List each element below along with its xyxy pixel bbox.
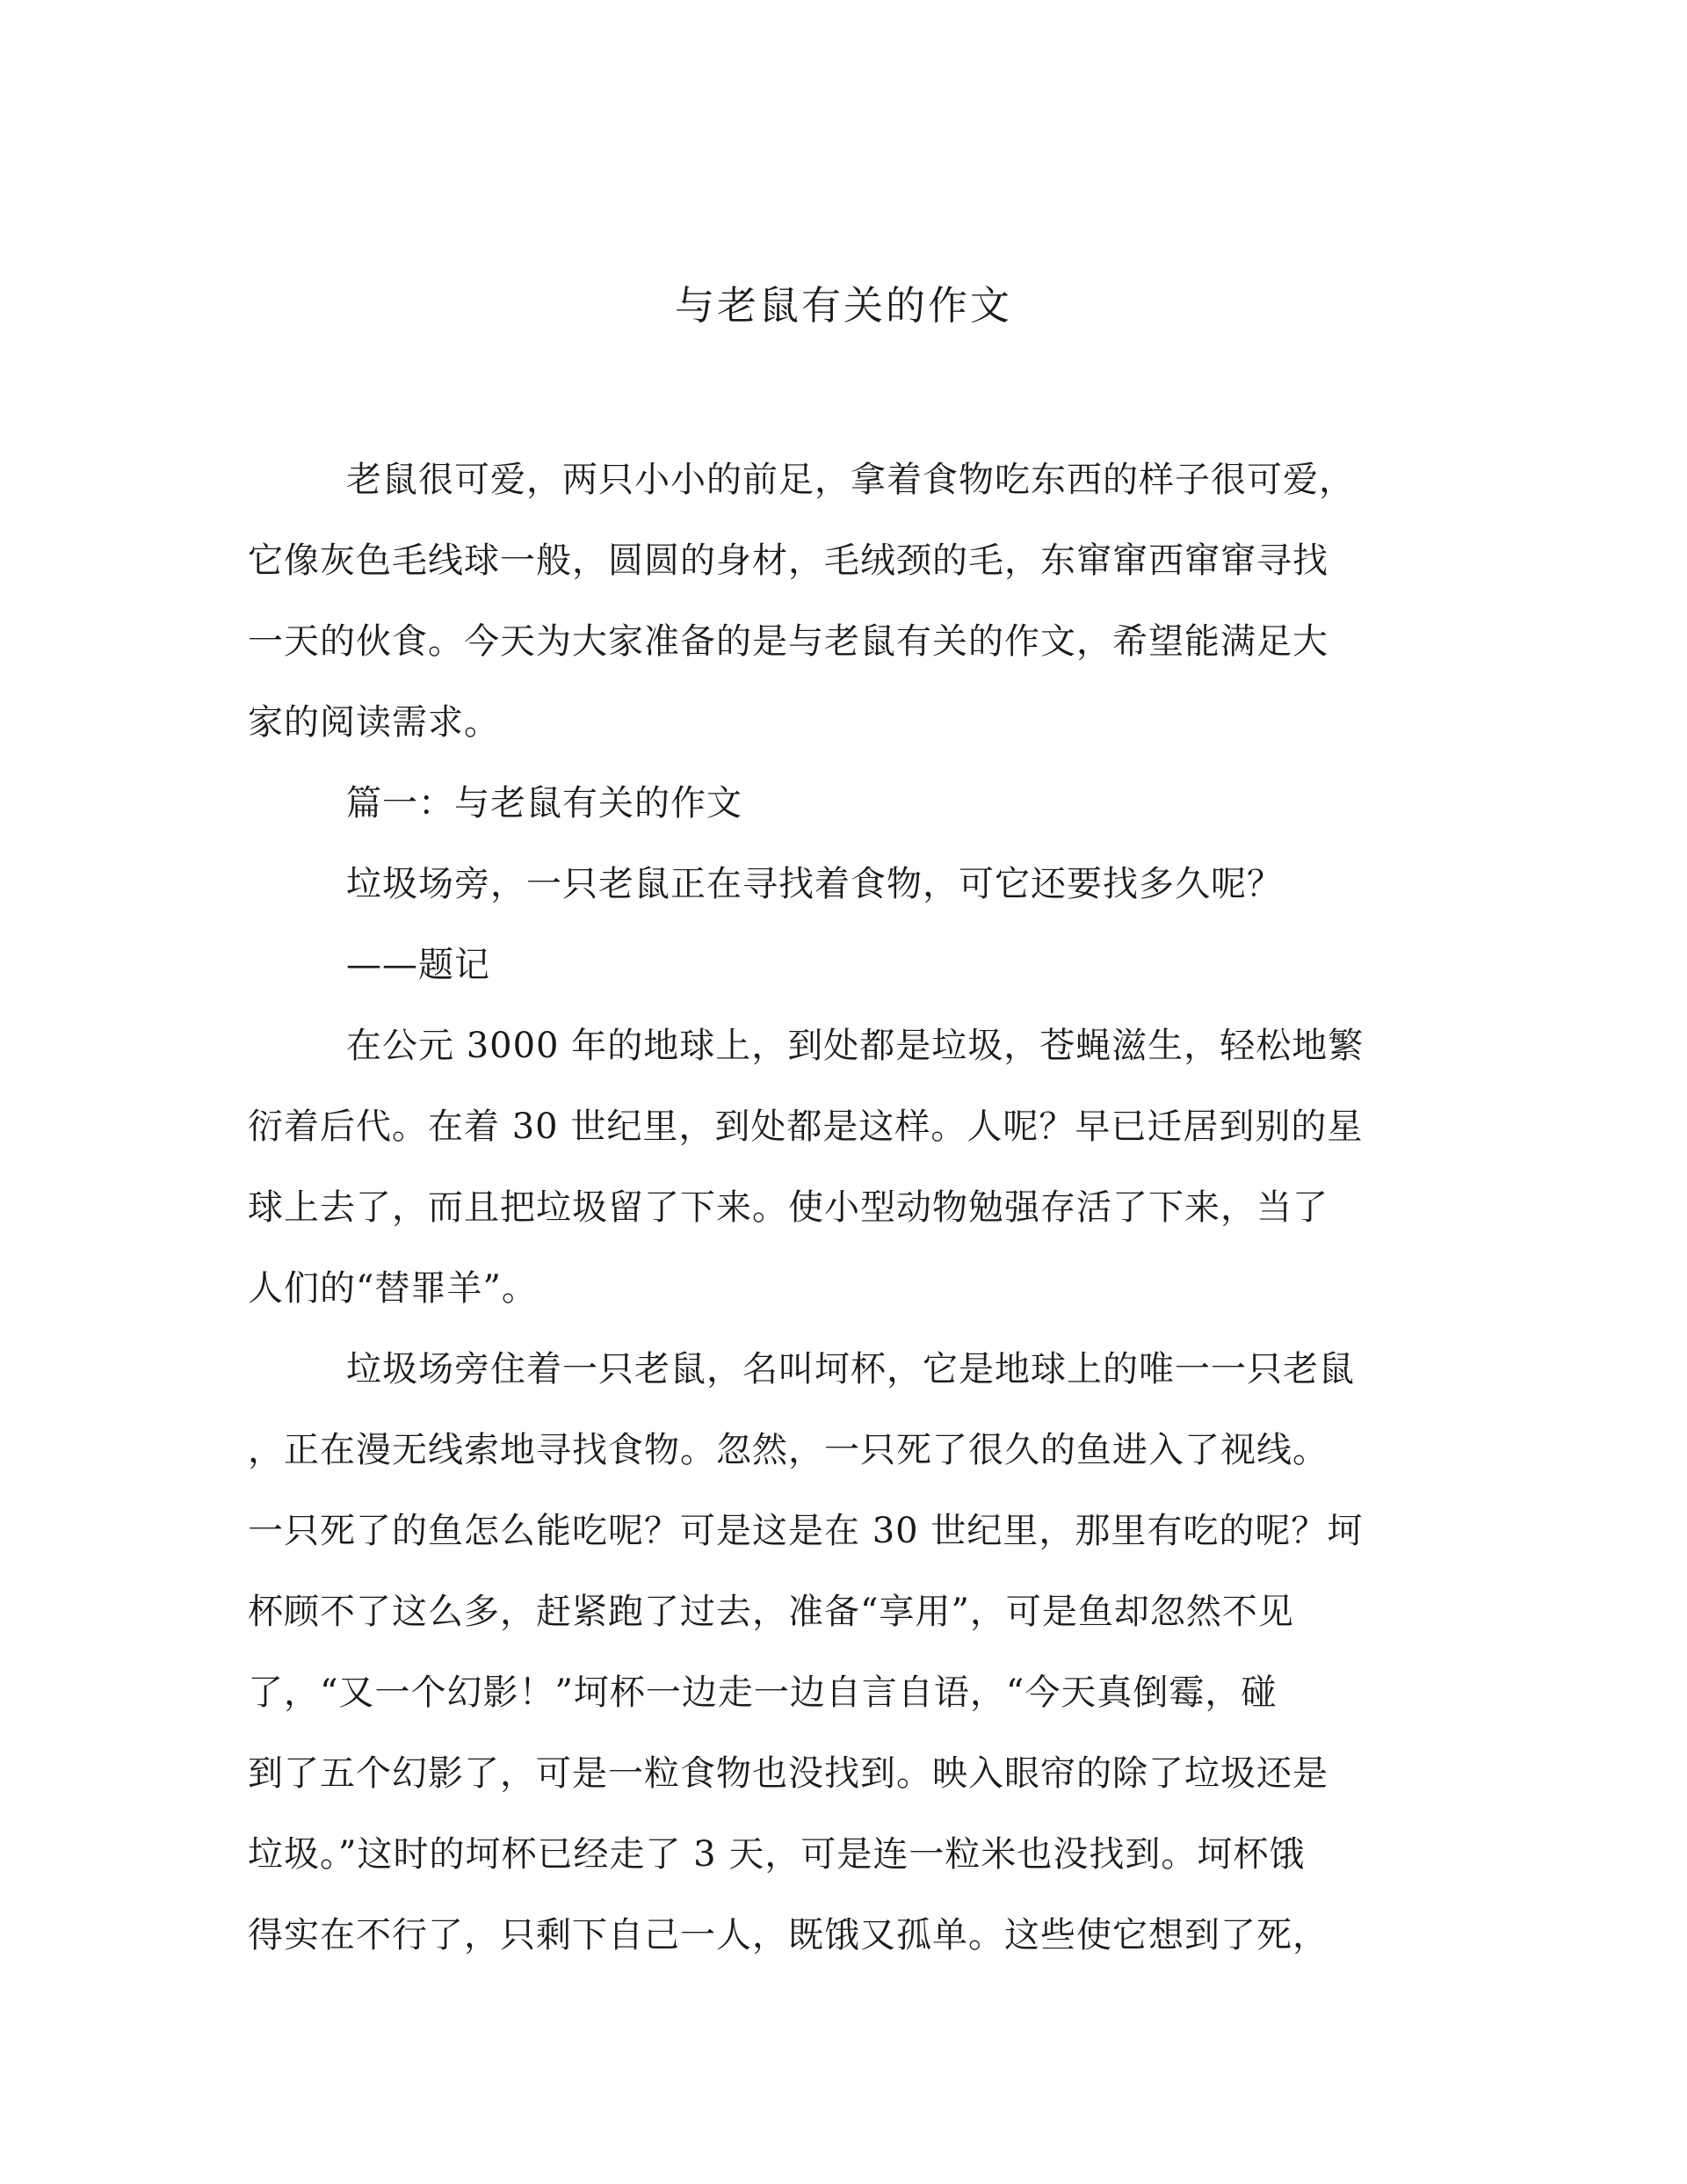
text-line: 它像灰色毛线球一般，圆圆的身材，毛绒颈的毛，东窜窜西窜窜寻找 [248, 541, 1329, 581]
text-line: 垃圾。”这时的坷杯已经走了 3 天，可是连一粒米也没找到。坷杯饿 [248, 1834, 1306, 1875]
text-line: 到了五个幻影了，可是一粒食物也没找到。映入眼帘的除了垃圾还是 [248, 1753, 1329, 1794]
text-line: 杯顾不了这么多，赶紧跑了过去，准备“享用”，可是鱼却忽然不见 [248, 1592, 1294, 1632]
text-line: 一只死了的鱼怎么能吃呢？可是这是在 30 世纪里，那里有吃的呢？坷 [248, 1511, 1364, 1551]
epigraph-label: ——题记 [346, 945, 490, 985]
text-line: 了，“又一个幻影！”坷杯一边走一边自言自语，“今天真倒霉，碰 [248, 1672, 1278, 1713]
text-line: 一天的伙食。今天为大家准备的是与老鼠有关的作文，希望能满足大 [248, 621, 1329, 662]
text-line: 衍着后代。在着 30 世纪里，到处都是这样。人呢？早已迁居到别的星 [248, 1107, 1364, 1147]
text-line: ，正在漫无线索地寻找食物。忽然，一只死了很久的鱼进入了视线。 [248, 1430, 1329, 1470]
text-line: 球上去了，而且把垃圾留了下来。使小型动物勉强存活了下来，当了 [248, 1187, 1329, 1228]
document-title: 与老鼠有关的作文 [674, 282, 1012, 329]
section-heading: 篇一：与老鼠有关的作文 [346, 783, 742, 824]
text-line: 家的阅读需求。 [248, 702, 500, 743]
text-line: 人们的“替罪羊”。 [248, 1268, 538, 1309]
document-body [248, 439, 1425, 1976]
text-line: 垃圾场旁，一只老鼠正在寻找着食物，可它还要找多久呢？ [346, 864, 1283, 904]
text-line: 垃圾场旁住着一只老鼠，名叫坷杯，它是地球上的唯一一只老鼠 [346, 1349, 1355, 1389]
text-line: 老鼠很可爱，两只小小的前足，拿着食物吃东西的样子很可爱， [346, 460, 1355, 500]
text-line: 得实在不行了，只剩下自己一人，既饿又孤单。这些使它想到了死， [248, 1915, 1329, 1955]
text-line: 在公元 3000 年的地球上，到处都是垃圾，苍蝇滋生，轻松地繁 [346, 1026, 1365, 1066]
